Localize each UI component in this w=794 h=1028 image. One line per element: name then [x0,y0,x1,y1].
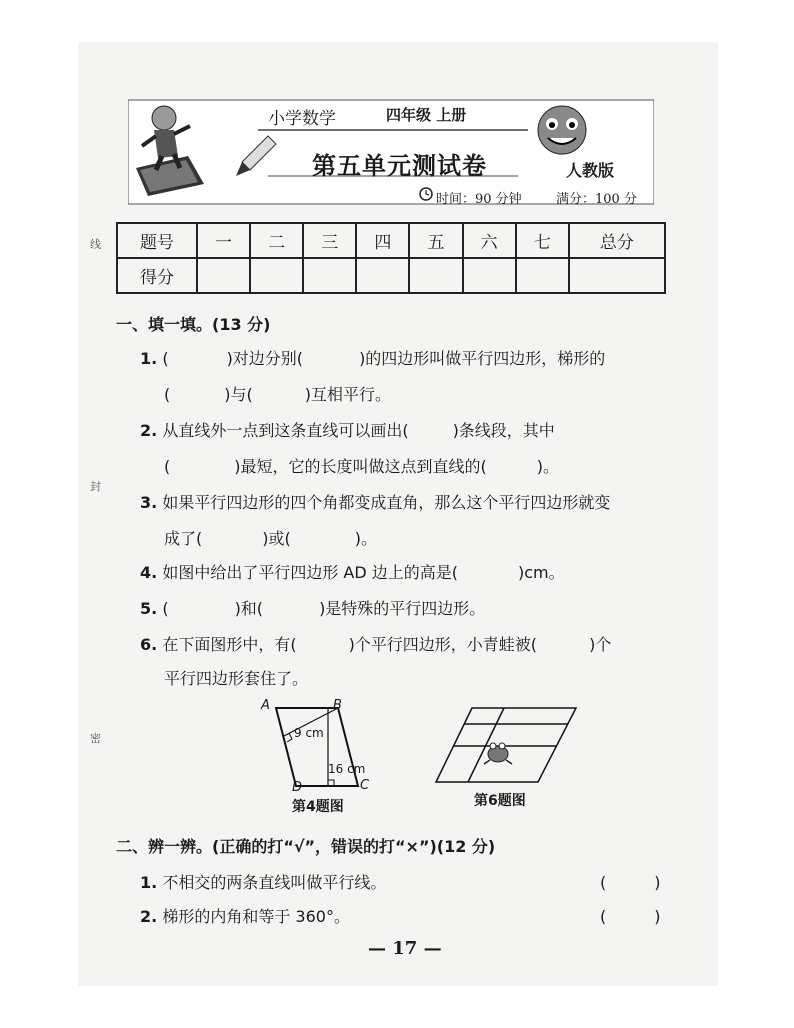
question-text: )的四边形叫做平行四边形，梯形的 [359,349,606,368]
score-table-cell: 三 [303,223,356,258]
score-table [116,222,666,294]
figure-6-parallelograms [434,702,580,786]
question-1-line1 [140,346,605,369]
score-input-cell[interactable] [569,258,665,293]
question-number: 5. [140,599,158,618]
question-number: 1. [140,349,158,368]
figure-4-label-b: B [333,698,342,713]
question-text: 平行四边形套住了。 [164,669,309,688]
score-table-cell: 一 [197,223,250,258]
question-text: ( [164,385,171,404]
question-6-line2 [164,666,308,689]
question-number: 4. [140,563,158,582]
margin-label-line: 线 [90,238,101,251]
question-number: 1. [140,873,158,892]
figure-4-label-d: D [292,780,303,795]
score-table-cell: 总分 [569,223,665,258]
figure-6-caption: 第6题图 [474,793,526,809]
question-text: )最短，它的长度叫做这点到直线的( [234,457,487,476]
figure-4-length-16cm: 16 cm [328,762,366,776]
score-table-cell: 七 [516,223,569,258]
question-text: )。 [354,529,377,548]
score-input-cell[interactable] [463,258,516,293]
question-text: )条线段，其中 [452,421,555,440]
score-input-cell[interactable] [250,258,303,293]
score-table-cell: 二 [250,223,303,258]
question-number: 2. [140,907,158,926]
subject-label: 小学数学 [268,109,336,129]
score-table-cell: 五 [409,223,462,258]
score-input-cell[interactable] [356,258,409,293]
margin-label-secret: 密 [90,732,101,745]
margin-label-seal: 封 [90,480,101,493]
question-5-line1 [140,596,485,619]
question-number: 2. [140,421,158,440]
question-text: )个 [589,635,612,654]
time-label: 时间：90 分钟 [436,192,522,207]
question-text: ( [162,349,169,368]
question-4-line1 [140,560,565,583]
question-3-line1 [140,490,610,513]
question-text: )是特殊的平行四边形。 [319,599,486,618]
question-3-line2 [164,526,377,549]
question-text: )对边分别( [226,349,304,368]
question-text: ( [164,457,171,476]
judge-question-2 [140,904,350,927]
question-1-line2 [164,382,391,405]
page-number: — 17 — [368,938,442,959]
score-table-cell: 六 [463,223,516,258]
question-text: 梯形的内角和等于 360°。 [162,907,350,926]
score-table-score-row [117,258,665,293]
question-text: 从直线外一点到这条直线可以画出( [162,421,409,440]
score-input-cell[interactable] [516,258,569,293]
score-input-cell[interactable] [303,258,356,293]
smiling-ball-icon [538,106,586,154]
figure-4-label-a: A [261,698,270,713]
question-text: )。 [536,457,559,476]
score-table-cell: 得分 [117,258,197,293]
question-text: 成了( [164,529,203,548]
judge-question-1 [140,870,386,893]
question-text: )个平行四边形，小青蛙被( [348,635,538,654]
question-number: 3. [140,493,158,512]
question-text: )和( [234,599,264,618]
score-table-cell: 四 [356,223,409,258]
question-text: 不相交的两条直线叫做平行线。 [162,873,387,892]
score-table-cell: 题号 [117,223,197,258]
score-input-cell[interactable] [409,258,462,293]
question-text: )或( [262,529,291,548]
question-2-line2 [164,454,559,477]
question-6-line1 [140,632,611,655]
question-text: 在下面图形中，有( [162,635,297,654]
question-text: ( [162,599,169,618]
figure-4-length-9cm: 9 cm [294,726,324,740]
section1-title: 一、填一填。(13 分) [116,315,271,334]
question-number: 6. [140,635,158,654]
question-2-line1 [140,418,555,441]
score-table-header-row [117,223,665,258]
question-text: )cm。 [518,563,565,582]
edition-label: 人教版 [566,161,615,180]
judge-answer-blank-1[interactable]: ( ) [600,873,661,892]
figure-4-label-c: C [360,778,370,793]
judge-answer-blank-2[interactable]: ( ) [600,907,661,926]
score-input-cell[interactable] [197,258,250,293]
question-text: )与( [224,385,253,404]
question-text: 如果平行四边形的四个角都变成直角，那么这个平行四边形就变 [162,493,611,512]
full-score-label: 满分：100 分 [556,192,637,207]
figure-4-caption: 第4题图 [292,799,344,815]
test-title: 第五单元测试卷 [312,151,487,180]
question-text: )互相平行。 [304,385,391,404]
section2-title: 二、辨一辨。(正确的打“√”，错误的打“×”)(12 分) [116,837,496,856]
question-text: 如图中给出了平行四边形 AD 边上的高是( [162,563,458,582]
grade-label: 四年级 上册 [386,106,467,124]
